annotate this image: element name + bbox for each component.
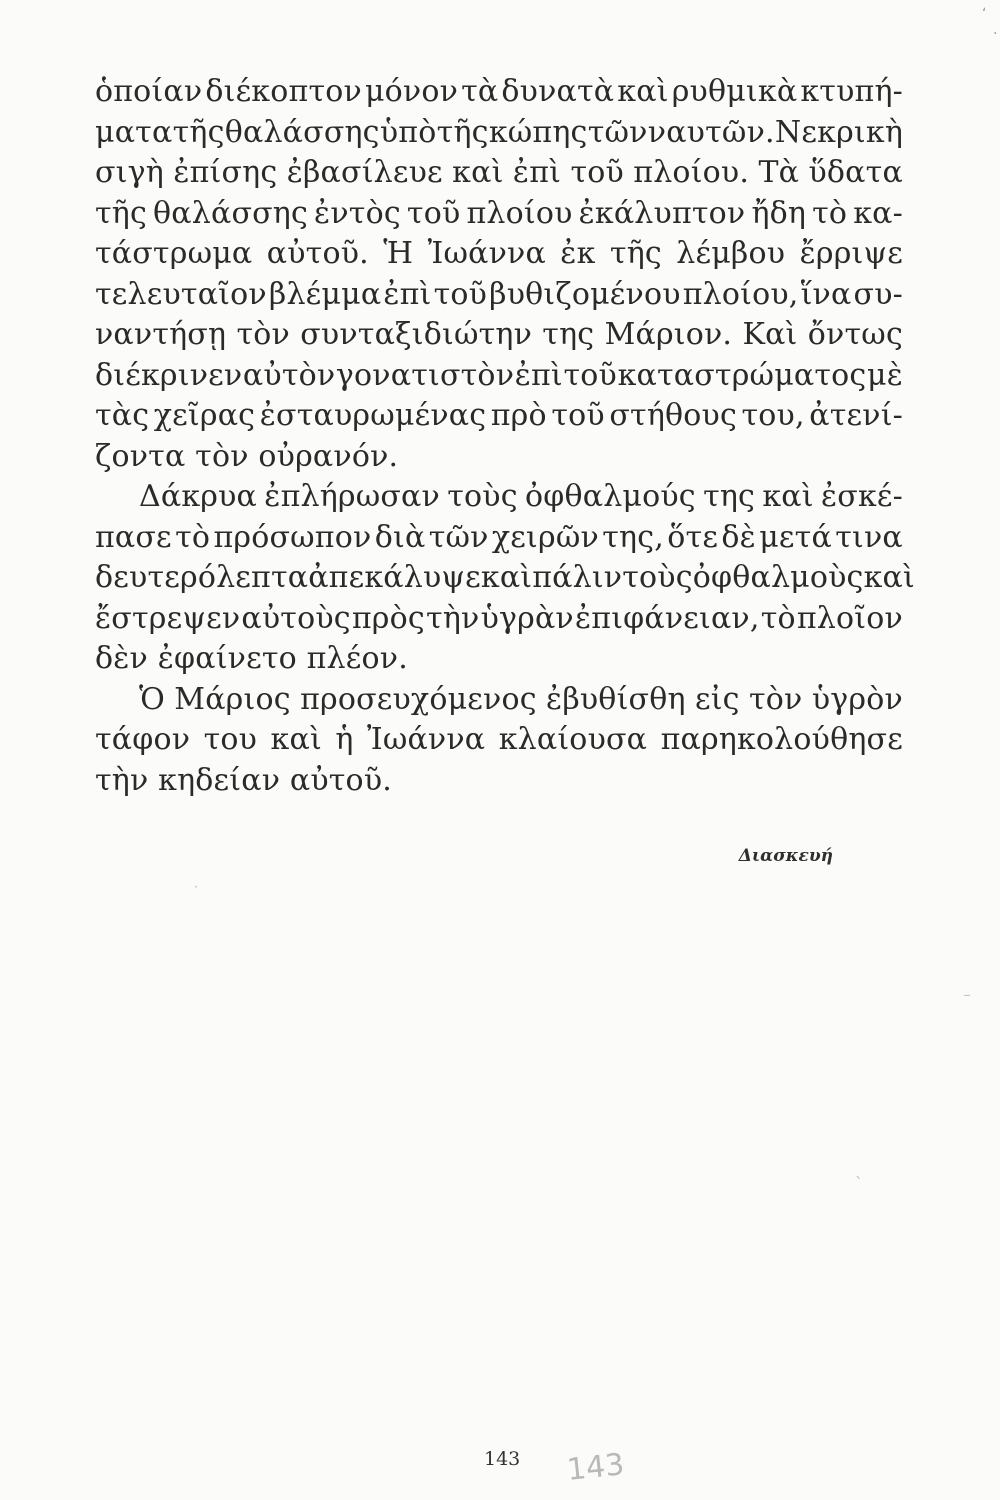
scan-speck: – — [963, 985, 971, 1004]
text-line: πασε τὸ πρόσωπον διὰ τῶν χειρῶν της, ὅτε δὲ μετά τινα — [95, 519, 903, 555]
text-line: ζοντα τὸν οὐρανόν. — [95, 438, 399, 474]
text-line: σιγὴ ἐπίσης ἐβασίλευε καὶ ἐπὶ τοῦ πλοίου. Τὰ ὕδατα — [95, 155, 903, 190]
scan-speck: ˎ — [855, 1160, 863, 1179]
text-line: τῆς θαλάσσης ἐντὸς τοῦ πλοίου ἐκάλυπτον ἤδη τὸ κα- — [95, 195, 903, 231]
text-line: Ὁ Μάριος προσευχόμενος ἐβυθίσθη εἰς τὸν ὑγρὸν — [139, 681, 903, 717]
text-line: τάστρωμα αὐτοῦ. Ἡ Ἰωάννα ἐκ τῆς λέμβου ἔρριψε — [95, 236, 903, 271]
text-line: δὲν ἐφαίνετο πλέον. — [95, 641, 408, 676]
text-line: τελευταῖον βλέμμα ἐπὶ τοῦ βυθιζομένου πλοίου, ἵνα συ- — [95, 276, 903, 312]
scan-speck: · — [194, 880, 198, 894]
text-line: Δάκρυα ἐπλήρωσαν τοὺς ὀφθαλμούς της καὶ ἐσκέ- — [139, 479, 903, 514]
signature-label: Διασκευή — [738, 846, 833, 866]
text-line: τὴν κηδείαν αὐτοῦ. — [95, 762, 392, 798]
text-line: τὰς χεῖρας ἐσταυρωμένας πρὸ τοῦ στήθους του, ἀτενί- — [95, 398, 903, 433]
scan-speck: ʻ — [982, 6, 987, 22]
text-line: ματα τῆς θαλάσσης ὑπὸ τῆς κώπης τῶν ναυτῶν. Νεκρικὴ — [95, 114, 903, 150]
handwritten-page-number: 143 — [565, 1447, 626, 1488]
text-line: δευτερόλεπτα ἀπεκάλυψε καὶ πάλιν τοὺς ὀφθαλμοὺς καὶ — [95, 560, 915, 595]
text-line: ὁποίαν διέκοπτον μόνον τὰ δυνατὰ καὶ ρυθμικὰ κτυπή- — [95, 74, 903, 109]
scan-speck: · — [993, 26, 998, 42]
text-line: διέκρινεν αὐτὸν γονατιστὸν ἐπὶ τοῦ καταστρώματος μὲ — [95, 357, 903, 393]
body-text — [95, 72, 915, 801]
page-number: 143 — [484, 1448, 521, 1470]
text-line: ἔστρεψεν αὐτοὺς πρὸς τὴν ὑγρὰν ἐπιφάνειαν, τὸ πλοῖον — [95, 600, 903, 636]
text-line: ναντήσῃ τὸν συνταξιδιώτην της Μάριον. Καὶ ὄντως — [95, 317, 903, 352]
text-line: τάφον του καὶ ἡ Ἰωάννα κλαίουσα παρηκολούθησε — [95, 722, 903, 757]
